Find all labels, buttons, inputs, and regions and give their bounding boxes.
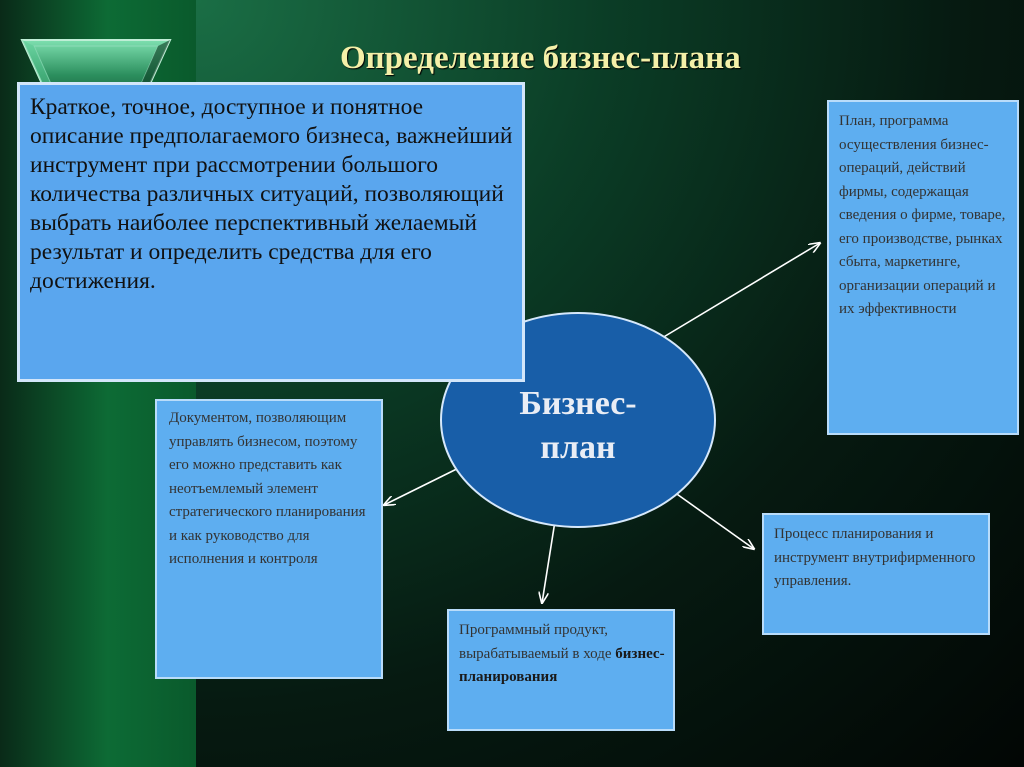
center-label-line2: план [540,429,616,466]
definition-product-text: Программный продукт, вырабатываемый в ходе [459,622,616,662]
slide-title: Определение бизнес-плана [340,40,741,76]
definition-document-box: Документом, позволяющим управлять бизнесом, поэтому его можно представить как неотъемлемый элемент стратегического планирования и как руководство для исполнения и контроля [155,399,383,679]
definition-plan-box: План, программа осуществления бизнес-операций, действий фирмы, содержащая сведения о фирме, товаре, его производстве, рынках сбыта, маркетинге, организации операций и их эффективности [827,100,1019,435]
definition-product-bold: бизнес-планирования [459,645,665,685]
center-label-line1: Бизнес- [519,385,637,422]
definition-product-box [447,609,675,731]
center-label [470,382,686,470]
definition-main-box: Краткое, точное, доступное и понятное описание предполагаемого бизнеса, важнейший инструмент при рассмотрении большого количества различных ситуаций, позволяющий выбрать наиболее перспективный желаемый результат и определить средства для его достижения. [17,82,525,382]
definition-process-box: Процесс планирования и инструмент внутрифирменного управления. [762,513,990,635]
